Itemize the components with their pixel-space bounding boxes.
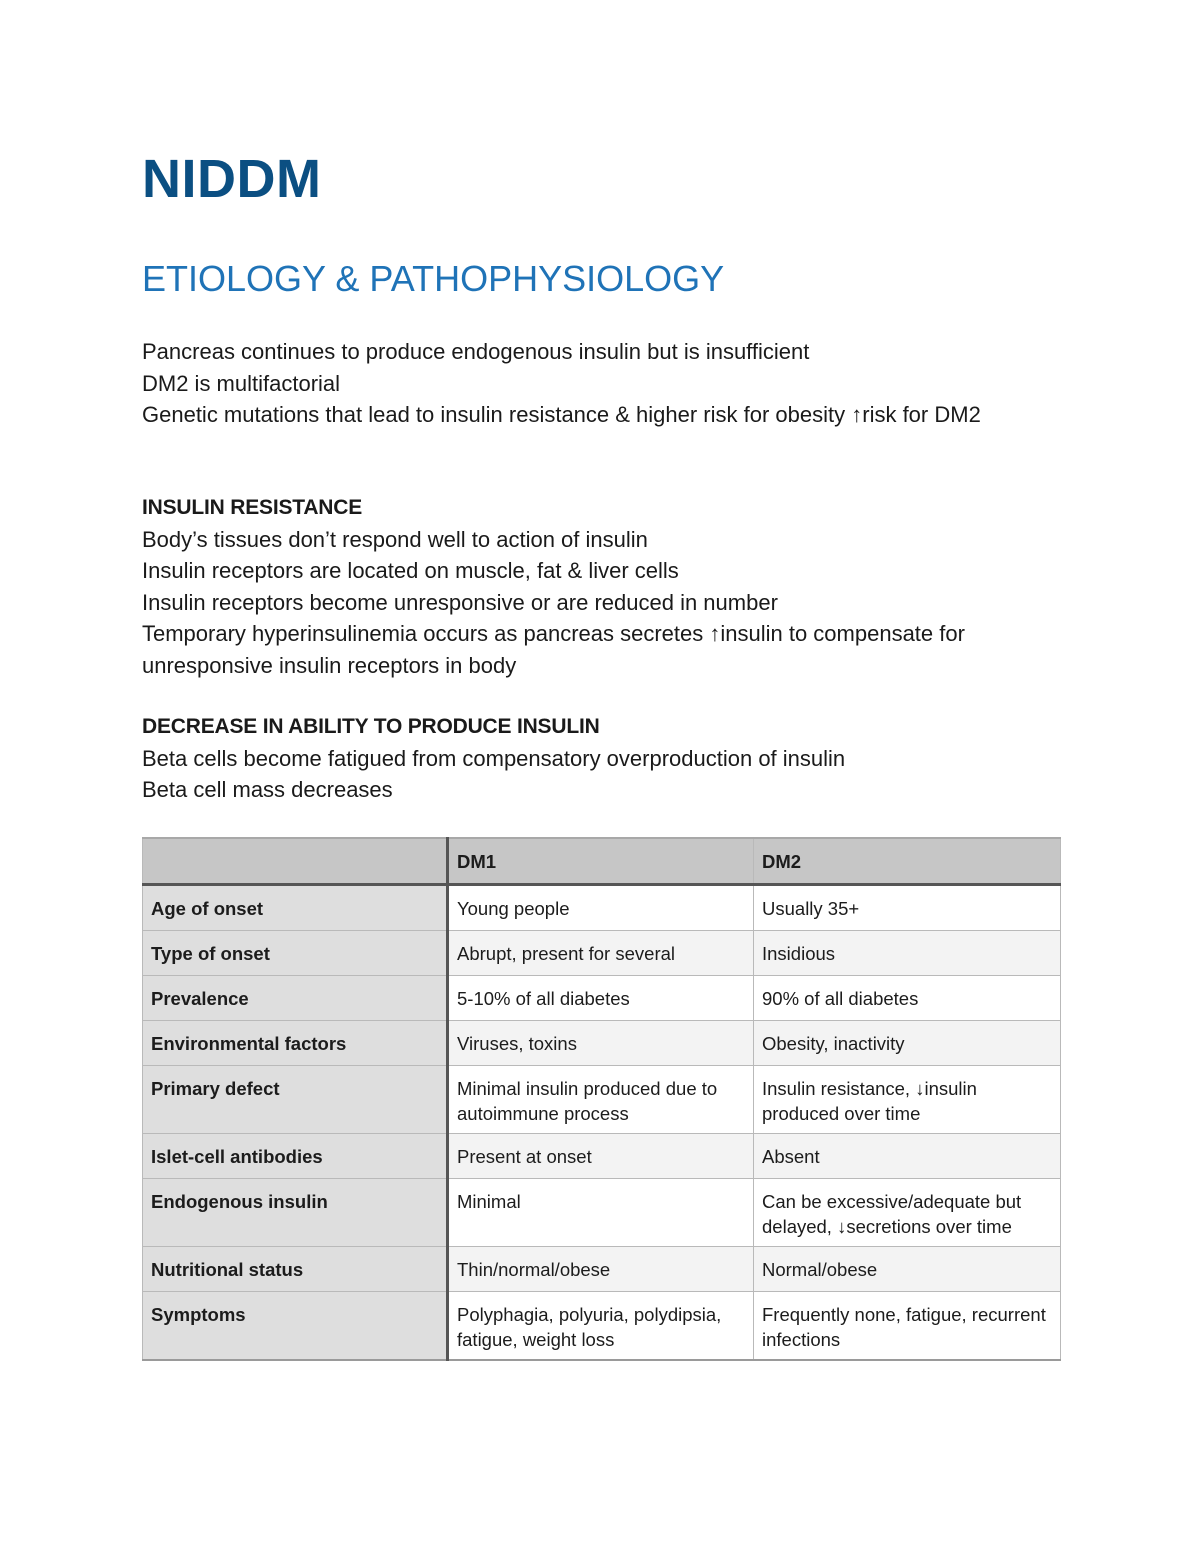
decrease-ability-heading: DECREASE IN ABILITY TO PRODUCE INSULIN (142, 715, 600, 738)
insulin-resistance-heading: INSULIN RESISTANCE (142, 496, 363, 519)
dm2-cell: Frequently none, fatigue, recurrent infections (754, 1292, 1061, 1361)
row-label: Primary defect (143, 1066, 448, 1134)
table-header-cell (143, 838, 448, 885)
table-row (143, 1021, 1061, 1066)
dm1-cell: Polyphagia, polyuria, polydipsia, fatigue, weight loss (448, 1292, 754, 1361)
intro-line: Genetic mutations that lead to insulin resistance & higher risk for obesity ↑risk for DM2 (142, 402, 981, 427)
dm1-cell: Minimal (448, 1179, 754, 1247)
table-row (143, 1066, 1061, 1134)
dm2-cell: Can be excessive/adequate but delayed, ↓secretions over time (754, 1179, 1061, 1247)
dm1-cell: Thin/normal/obese (448, 1247, 754, 1292)
decrease-ability-block (142, 711, 1052, 806)
row-label: Age of onset (143, 885, 448, 931)
dm2-cell: Normal/obese (754, 1247, 1061, 1292)
table-row (143, 1134, 1061, 1179)
dm1-dm2-comparison-table (142, 837, 1061, 1361)
row-label: Type of onset (143, 931, 448, 976)
row-label: Symptoms (143, 1292, 448, 1361)
dm2-cell: Absent (754, 1134, 1061, 1179)
table-header-cell: DM2 (754, 838, 1061, 885)
dm2-cell: Insulin resistance, ↓insulin produced over time (754, 1066, 1061, 1134)
dm1-cell: Viruses, toxins (448, 1021, 754, 1066)
table-row (143, 1292, 1061, 1361)
dm2-cell: Usually 35+ (754, 885, 1061, 931)
insulin-resistance-line: Temporary hyperinsulinemia occurs as pancreas secretes ↑insulin to compensate for unresponsive insulin receptors in body (142, 621, 965, 678)
intro-block (142, 336, 1052, 431)
insulin-resistance-line: Insulin receptors are located on muscle, fat & liver cells (142, 558, 679, 583)
decrease-ability-line: Beta cells become fatigued from compensatory overproduction of insulin (142, 745, 846, 771)
dm2-cell: 90% of all diabetes (754, 976, 1061, 1021)
row-label: Nutritional status (143, 1247, 448, 1292)
dm1-cell: 5-10% of all diabetes (448, 976, 754, 1021)
intro-line: DM2 is multifactorial (142, 370, 341, 396)
dm2-cell: Obesity, inactivity (754, 1021, 1061, 1066)
dm2-cell: Insidious (754, 931, 1061, 976)
table-row (143, 1247, 1061, 1292)
table-row (143, 931, 1061, 976)
row-label: Endogenous insulin (143, 1179, 448, 1247)
table-row (143, 885, 1061, 931)
insulin-resistance-line: Body’s tissues don’t respond well to action of insulin (142, 526, 648, 552)
row-label: Islet-cell antibodies (143, 1134, 448, 1179)
decrease-ability-line: Beta cell mass decreases (142, 777, 393, 802)
row-label: Environmental factors (143, 1021, 448, 1066)
section-subtitle: ETIOLOGY & PATHOPHYSIOLOGY (142, 258, 725, 299)
page-title: NIDDM (142, 149, 322, 209)
dm1-cell: Minimal insulin produced due to autoimmune process (448, 1066, 754, 1134)
table-header-cell: DM1 (448, 838, 754, 885)
dm1-cell: Young people (448, 885, 754, 931)
intro-line: Pancreas continues to produce endogenous insulin but is insufficient (142, 339, 810, 364)
table-header-row (143, 838, 1061, 885)
table-row (143, 976, 1061, 1021)
row-label: Prevalence (143, 976, 448, 1021)
table-row (143, 1179, 1061, 1247)
dm1-cell: Abrupt, present for several (448, 931, 754, 976)
insulin-resistance-block (142, 492, 1052, 681)
insulin-resistance-line: Insulin receptors become unresponsive or are reduced in number (142, 589, 778, 615)
dm1-cell: Present at onset (448, 1134, 754, 1179)
